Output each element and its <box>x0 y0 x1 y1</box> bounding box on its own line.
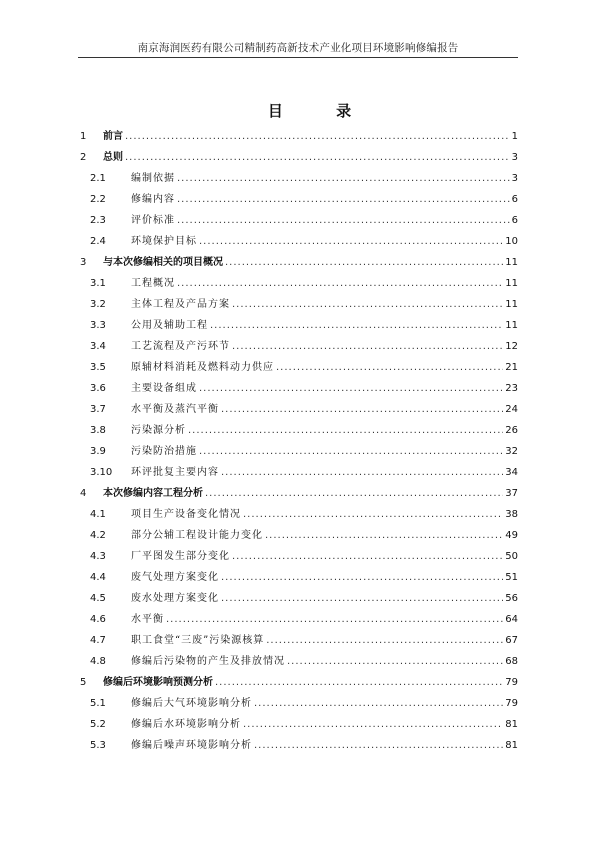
toc-dot-leader <box>287 651 503 672</box>
toc-entry[interactable] <box>0 168 595 189</box>
toc-dot-leader <box>265 525 503 546</box>
running-header: 南京海润医药有限公司精制药高新技术产业化项目环境影响修编报告 <box>137 42 459 54</box>
toc-dot-leader <box>254 693 503 714</box>
toc-entry-title: 总则 <box>103 152 123 163</box>
toc-entry[interactable] <box>0 462 595 483</box>
toc-entry-title: 水平衡及蒸汽平衡 <box>131 404 219 415</box>
toc-entry-page-number: 56 <box>505 593 518 604</box>
toc-entry-title: 编制依据 <box>131 173 175 184</box>
toc-entry-number: 2.1 <box>90 173 106 184</box>
toc-entry-number: 3.6 <box>90 383 106 394</box>
toc-entry-row <box>103 147 518 168</box>
toc-entry-number: 2.2 <box>90 194 106 205</box>
toc-entry-row <box>131 651 518 672</box>
toc-entry-row <box>103 252 518 273</box>
toc-entry[interactable] <box>0 252 595 273</box>
toc-entry-number: 3.2 <box>90 299 106 310</box>
toc-dot-leader <box>177 210 510 231</box>
toc-entry-page-number: 79 <box>505 677 518 688</box>
toc-entry-title: 修编内容 <box>131 194 175 205</box>
toc-entry-title: 环境保护目标 <box>131 236 197 247</box>
toc-entry-title: 废水处理方案变化 <box>131 593 219 604</box>
toc-entry-row <box>131 714 518 735</box>
toc-entry[interactable] <box>0 546 595 567</box>
toc-entry-page-number: 37 <box>505 488 518 499</box>
toc-entry[interactable] <box>0 210 595 231</box>
toc-entry[interactable] <box>0 336 595 357</box>
toc-entry[interactable] <box>0 609 595 630</box>
toc-entry-page-number: 23 <box>505 383 518 394</box>
toc-entry-page-number: 3 <box>511 173 518 184</box>
toc-entry-page-number: 64 <box>505 614 518 625</box>
toc-entry-page-number: 3 <box>511 152 518 163</box>
toc-entry-title: 主体工程及产品方案 <box>131 299 230 310</box>
toc-dot-leader <box>205 483 503 504</box>
toc-entry[interactable] <box>0 399 595 420</box>
toc-entry[interactable] <box>0 357 595 378</box>
toc-entry-title: 污染源分析 <box>131 425 186 436</box>
toc-entry-number: 2 <box>80 152 87 163</box>
toc-entry-number: 3.10 <box>90 467 113 478</box>
toc-entry-row <box>131 168 518 189</box>
toc-entry-row <box>131 315 518 336</box>
toc-dot-leader <box>254 735 503 756</box>
toc-entry-page-number: 34 <box>505 467 518 478</box>
toc-entry-title: 污染防治措施 <box>131 446 197 457</box>
toc-entry-title: 废气处理方案变化 <box>131 572 219 583</box>
toc-entry-page-number: 49 <box>505 530 518 541</box>
toc-entry[interactable] <box>0 714 595 735</box>
toc-entry[interactable] <box>0 126 595 147</box>
toc-entry-page-number: 11 <box>505 320 518 331</box>
toc-entry[interactable] <box>0 441 595 462</box>
toc-entry-page-number: 67 <box>505 635 518 646</box>
toc-entry-title: 部分公辅工程设计能力变化 <box>131 530 263 541</box>
toc-entry-page-number: 11 <box>505 278 518 289</box>
header-rule <box>78 57 518 58</box>
toc-entry-row <box>103 483 518 504</box>
toc-dot-leader <box>199 441 503 462</box>
toc-entry-number: 3 <box>80 257 87 268</box>
toc-dot-leader <box>177 168 510 189</box>
toc-entry[interactable] <box>0 735 595 756</box>
toc-entry-row <box>131 273 518 294</box>
toc-entry-title: 与本次修编相关的项目概况 <box>103 257 223 268</box>
toc-entry-row <box>131 210 518 231</box>
toc-entry-title: 修编后大气环境影响分析 <box>131 698 252 709</box>
toc-dot-leader <box>125 147 510 168</box>
toc-entry-row <box>131 357 518 378</box>
toc-entry-title: 工艺流程及产污环节 <box>131 341 230 352</box>
toc-entry-row <box>131 441 518 462</box>
toc-entry-number: 3.3 <box>90 320 106 331</box>
toc-entry-page-number: 51 <box>505 572 518 583</box>
toc-entry-row <box>131 609 518 630</box>
toc-entry-title: 环评批复主要内容 <box>131 467 219 478</box>
toc-entry[interactable] <box>0 189 595 210</box>
toc-entry-number: 1 <box>80 131 87 142</box>
toc-entry-row <box>131 462 518 483</box>
toc-entry-number: 5.2 <box>90 719 106 730</box>
toc-entry-row <box>103 126 518 147</box>
toc-dot-leader <box>188 420 503 441</box>
toc-entry-title: 本次修编内容工程分析 <box>103 488 203 499</box>
toc-entry-row <box>131 189 518 210</box>
toc-entry-title: 修编后污染物的产生及排放情况 <box>131 656 285 667</box>
toc-entry[interactable] <box>0 294 595 315</box>
toc-entry-page-number: 68 <box>505 656 518 667</box>
toc-entry-title: 评价标准 <box>131 215 175 226</box>
toc-entry[interactable] <box>0 630 595 651</box>
toc-entry-number: 3.1 <box>90 278 106 289</box>
toc-entry-page-number: 11 <box>505 299 518 310</box>
toc-entry-number: 3.5 <box>90 362 106 373</box>
toc-entry-title: 工程概况 <box>131 278 175 289</box>
toc-entry-row <box>131 693 518 714</box>
toc-entry-row <box>131 420 518 441</box>
toc-entry[interactable] <box>0 525 595 546</box>
toc-dot-leader <box>125 126 510 147</box>
toc-entry-title: 原辅材料消耗及燃料动力供应 <box>131 362 274 373</box>
toc-entry-title: 项目生产设备变化情况 <box>131 509 241 520</box>
toc-entry-page-number: 26 <box>505 425 518 436</box>
toc-dot-leader <box>232 336 503 357</box>
toc-entry-number: 4.7 <box>90 635 106 646</box>
toc-entry-page-number: 21 <box>505 362 518 373</box>
toc-entry-title: 修编后噪声环境影响分析 <box>131 740 252 751</box>
toc-entry-number: 4.2 <box>90 530 106 541</box>
toc-dot-leader <box>232 546 503 567</box>
toc-entry-row <box>131 231 518 252</box>
toc-entry[interactable] <box>0 651 595 672</box>
toc-entry[interactable] <box>0 693 595 714</box>
toc-entry-page-number: 11 <box>505 257 518 268</box>
toc-dot-leader <box>276 357 503 378</box>
toc-dot-leader <box>177 273 503 294</box>
toc-entry-title: 修编后水环境影响分析 <box>131 719 241 730</box>
toc-entry-row <box>131 504 518 525</box>
toc-entry-row <box>131 399 518 420</box>
toc-entry[interactable] <box>0 420 595 441</box>
toc-entry-number: 3.8 <box>90 425 106 436</box>
toc-entry-page-number: 10 <box>505 236 518 247</box>
toc-entry[interactable] <box>0 315 595 336</box>
toc-dot-leader <box>243 714 503 735</box>
toc-entry[interactable] <box>0 672 595 693</box>
toc-entry-row <box>131 735 518 756</box>
toc-entry[interactable] <box>0 231 595 252</box>
toc-entry[interactable] <box>0 147 595 168</box>
toc-entry[interactable] <box>0 378 595 399</box>
toc-entry[interactable] <box>0 567 595 588</box>
toc-entry-number: 4.8 <box>90 656 106 667</box>
toc-entry-number: 4.3 <box>90 551 106 562</box>
toc-entry-row <box>131 567 518 588</box>
toc-dot-leader <box>199 231 503 252</box>
toc-entry-number: 2.3 <box>90 215 106 226</box>
toc-entry-title: 水平衡 <box>131 614 164 625</box>
toc-dot-leader <box>232 294 503 315</box>
toc-entry-row <box>131 294 518 315</box>
toc-entry-title: 主要设备组成 <box>131 383 197 394</box>
toc-entry-number: 5 <box>80 677 87 688</box>
toc-entry-row <box>131 525 518 546</box>
toc-entry-number: 5.1 <box>90 698 106 709</box>
toc-entry-page-number: 1 <box>511 131 518 142</box>
toc-entry-number: 4.5 <box>90 593 106 604</box>
toc-entry-page-number: 81 <box>505 719 518 730</box>
toc-entry-page-number: 38 <box>505 509 518 520</box>
toc-dot-leader <box>166 609 503 630</box>
toc-entry-row <box>131 630 518 651</box>
toc-title: 目 录 <box>267 102 376 120</box>
toc-dot-leader <box>215 672 503 693</box>
toc-dot-leader <box>221 588 503 609</box>
toc-entry-title: 公用及辅助工程 <box>131 320 208 331</box>
toc-entry-row <box>103 672 518 693</box>
toc-entry-row <box>131 378 518 399</box>
toc-entry-number: 3.9 <box>90 446 106 457</box>
toc-entry[interactable] <box>0 273 595 294</box>
toc-entry-page-number: 79 <box>505 698 518 709</box>
toc-dot-leader <box>243 504 503 525</box>
toc-entry-number: 4 <box>80 488 87 499</box>
toc-dot-leader <box>266 630 503 651</box>
toc-entry-page-number: 6 <box>511 215 518 226</box>
toc-dot-leader <box>221 567 503 588</box>
toc-entry-number: 3.7 <box>90 404 106 415</box>
toc-entry[interactable] <box>0 504 595 525</box>
toc-dot-leader <box>210 315 503 336</box>
toc-entry-page-number: 81 <box>505 740 518 751</box>
toc-entry-number: 4.6 <box>90 614 106 625</box>
toc-entry-number: 4.4 <box>90 572 106 583</box>
toc-entry-number: 5.3 <box>90 740 106 751</box>
toc-entry-title: 前言 <box>103 131 123 142</box>
toc-entry-title: 职工食堂“三废”污染源核算 <box>131 635 265 646</box>
toc-dot-leader <box>177 189 510 210</box>
toc-entry-number: 3.4 <box>90 341 106 352</box>
toc-entry-row <box>131 336 518 357</box>
toc-entry-page-number: 24 <box>505 404 518 415</box>
toc-entry-row <box>131 588 518 609</box>
toc-entry-number: 4.1 <box>90 509 106 520</box>
toc-entry-title: 厂平图发生部分变化 <box>131 551 230 562</box>
toc-entry-row <box>131 546 518 567</box>
toc-dot-leader <box>225 252 503 273</box>
toc-entry[interactable] <box>0 483 595 504</box>
toc-entry[interactable] <box>0 588 595 609</box>
toc-entry-page-number: 12 <box>505 341 518 352</box>
toc-entry-page-number: 32 <box>505 446 518 457</box>
toc-dot-leader <box>199 378 503 399</box>
toc-dot-leader <box>221 399 503 420</box>
toc-entry-title: 修编后环境影响预测分析 <box>103 677 213 688</box>
toc-entry-page-number: 50 <box>505 551 518 562</box>
toc-dot-leader <box>221 462 503 483</box>
toc-entry-page-number: 6 <box>511 194 518 205</box>
toc-entry-number: 2.4 <box>90 236 106 247</box>
